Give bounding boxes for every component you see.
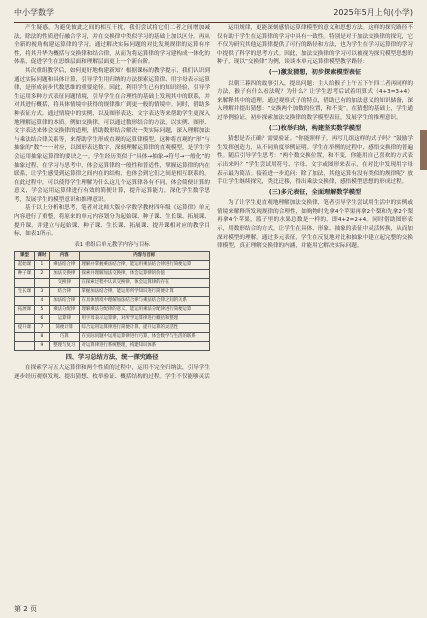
table-cell: 简便计算 [50, 324, 80, 333]
issue-info: 2025年5月上旬(小学) [333, 7, 413, 17]
table-cell [15, 315, 35, 324]
table-row [15, 315, 210, 324]
subsection-heading: (二)枚举归纳，构建坚实数学模型 [268, 124, 362, 132]
paragraph: 猜想是否正确？需要验证。“你能照样子，再写几组这样的式子吗？”鼓励学生发挥创造力，从不同角度举例证明。学生在举例的过程中，感悟交换律的普遍性。随后引导学生思考：“两个数交换位置，和不变，你能用自己喜欢的方式表示出来吗？”学生尝试用符号、字母、文字或图形来表示，在对比中发现用字母表示最为简洁。接着进一步追问：除了加法，其他运算有没有类似的规律呢？放手让学生继续探究，类比迁移，得出乘法交换律，感悟模型思想的形成过程。 [217, 136, 413, 186]
right-column [217, 24, 413, 598]
table-cell: 交换律 [50, 279, 80, 288]
table-cell: 掌握加法结合律，能运用所学知识进行简便计算 [79, 288, 209, 297]
table-caption: 表1 重组后单元教学内容与目标 [74, 241, 150, 248]
table-header-cell: 课时 [34, 252, 49, 261]
paragraph: 在探索学习五大运算律和两个性质的过程中，运用不完全归纳法，引导学生逐步经历观察发现、提出猜想、枚举验证、概括结构的过程。学生不仅能够灵活 [14, 365, 210, 381]
table-cell: 用字母表示运算律，对所学运算律进行概括和整理 [79, 315, 209, 324]
section-heading: 四、学习总结方法，统一探究路径 [65, 354, 159, 362]
table-cell: 8 [34, 333, 49, 342]
table-cell: 起始课 [15, 261, 35, 270]
table-cell: 2 [34, 270, 49, 279]
table-cell: 7 [34, 324, 49, 333]
table-row [15, 297, 210, 306]
subsection-heading: (三)多元表征，全面理解数学模型 [268, 188, 362, 196]
table-cell: 加法交换律 [50, 270, 80, 279]
table-cell: 乘法分配律 [50, 306, 80, 315]
table-cell: 加法结合律 [50, 297, 80, 306]
table-cell: 探索并理解加法交换律，体会运算律的价值 [79, 270, 209, 279]
table-cell: 生长课 [15, 288, 35, 297]
paragraph: 运用规律，更能深刻感悟运算律模型的意义和思想方法。这样的探究路径不仅有助于学生在运算律的学习中具有一致性。特别是对于加法交换律的探究，它不仅为研究其他运算律提供了可行的路径和方法，也为学生在学习运算律的学习中提供了科学的思考方式。因此，加法交换律的学习可以被视为探究模型思想的种子，现以“交换律”为例，谈谈本单元运算律模型教学路径： [217, 25, 413, 66]
table-cell: 种子课 [15, 270, 35, 279]
table-cell [15, 279, 35, 288]
table-cell: 拓展课 [15, 306, 35, 315]
table-row [15, 288, 210, 297]
margin-tab [420, 130, 427, 170]
table-cell: 理解乘法分配律的意义，能运用乘法分配律进行简便运算 [79, 306, 209, 315]
table-cell: 对运算律进行系统整理，构建知识体系 [79, 342, 209, 351]
table-row [15, 324, 210, 333]
table-cell: 4 [34, 297, 49, 306]
table-cell: 5 [34, 306, 49, 315]
table-cell: 在探索过程中认识交换律，体会运算律的存在 [79, 279, 209, 288]
table-cell: 乘法结合律 [50, 261, 80, 270]
table-cell: 在具体情境中理解加法结合律与乘法结合律之间的关系 [79, 297, 209, 306]
table-cell: 提升课 [15, 324, 35, 333]
table-header-cell: 内容 [50, 252, 80, 261]
table-cell: 结合律 [50, 288, 80, 297]
table-cell [15, 297, 35, 306]
table-row [15, 342, 210, 351]
table-cell: 9 [34, 342, 49, 351]
table-cell: 巧算 [50, 333, 80, 342]
left-column [14, 24, 210, 598]
paragraph: 其次重组教学后，如何更好地构建新知？根据课标的教学提示，我们认识到通过实际问题和具体计算，引导学生用归纳的方法探索运算律、用字母表示运算律，是形成初步代数思维的重要途径。因此，利用学生已有的知识经验，引导学生运用多种方式表征问题情境，引导学生在合理性的基础上发现其中的联系，并对其进行概括，将具体情境中获得的规律推广到更一般的情境中。同时，借助多种表征方式，通过情境中的实例，以及图形表达、文字表达等来帮助学生更深入地理解运算律的本质。例如交换律，可以通过数形结合的方法，以实例、图形、文字表达来体会交换律的道理，借助数形结合解决一类实际问题，深入理解加法与乘法结合律关系等，来帮助学生形成直观的运算律模型。这种将直观的“形”与抽象的“数”一一对应，以图形表达数字，深刻理解运算律的直观模型，是学生学会运用抽象运算律的要诀之一。学生经历类似于“具体→抽象→符号→一般化”的抽象过程，在学习与思考中，体会运算律的一般性和普适性，掌握运算律的内在联系，让学生感受到运算律之间内在的结构，也体会到它们之间是相互联系的。在此过程中，可以使得学生理解为什么这几个运算律各有不同，体会简便计算的意义，学会运用运算律进行有效的简便计算，提升运算能力，深化学生数学思考，发展学生的模型意识和推理意识。 [14, 67, 210, 203]
table-header-cell: 内容与目标 [79, 252, 209, 261]
paragraph: 产生疑惑，为避免彼此之间的相互干扰，我们尝试将它们二者之间增加减法，除法的性质进行融合学习，并在交换律中类似学习的基础上加以区分。再从全新的视角构建运算律的学习，通过解决实际问题的对比发现规律的运算有序性，将其升华为概括与交换律和结合律，从而为将运算律的学习建构成一体化的体系，促进学生在思维层面和理解层面更上一个新台阶。 [14, 25, 210, 66]
table-cell: 综合运用运算律进行简便计算，提升运算的灵活性 [79, 324, 209, 333]
page-header [14, 4, 413, 23]
paragraph: 基于以上分析和思考，笔者对北师大版小学数学教材四年级《运算律》单元内容进行了重整，将原来的单元内容划分为起始课、种子课、生长课、拓展课、提升课，并建立与起始课、种子课、生长课、拓展课、提升课相对应的教学目标，如表1所示。 [14, 205, 210, 238]
table-cell: 6 [34, 315, 49, 324]
table-row [15, 279, 210, 288]
table-header-cell: 课型 [15, 252, 35, 261]
table-header-row [15, 252, 210, 261]
unit-content-table [14, 251, 210, 351]
paragraph: 为了让学生更直观地理解加法交换律，笔者引导学生尝试用生活中的实例或情境来解释所发现规律的合理性，如购物时先拿4个苹果再拿2个梨和先拿2个梨再拿4个苹果，篮子里的水果总数是一样的，即4+2=2+4。同时借助图形表示，用数形结合的方式，让学生在具体、形象、抽象的表征中灵活转换，从而加深对模型的理解。通过多元表征，学生在反复地对比和抽象中建立起完整的交换律模型，真正理解交换律的内涵，并能用它解决实际问题。 [217, 200, 413, 250]
table-row [15, 270, 210, 279]
table-cell: 3 [34, 288, 49, 297]
table-cell: 理解并掌握乘法结合律，能运用乘法结合律进行简便运算 [79, 261, 209, 270]
table-row [15, 306, 210, 315]
page-number: 第 2 页 [14, 605, 37, 613]
table-cell: 运算律 [50, 315, 80, 324]
table-cell [15, 342, 35, 351]
table-cell: 在实际问题中运用运算律进行巧算，体会数学与生活的联系 [79, 333, 209, 342]
table-row [15, 261, 210, 270]
table-cell: 1 [34, 261, 49, 270]
table-row [15, 333, 210, 342]
table-cell [15, 333, 35, 342]
table-cell [34, 279, 49, 288]
table-body [15, 261, 210, 351]
subsection-heading: (一)激发猜想，初步探索模型表征 [268, 68, 362, 76]
journal-name: 中小学数学 [14, 7, 54, 17]
table-cell: 整理与复习 [50, 342, 80, 351]
paragraph: 以朝三暮四的故事引入，提出问题：主人给猴子上午五下午四二者再同样的方法，猴子有什么看法呢？为什么？让学生思考后试着用算式（4+3=3+4）来解释其中的道理。通过观察式子的特点，借助已有的加法意义的知识储备，深入理解并提出猜想：“交换两个加数的位置，和不变”。在猜想的基础上，学生通过举例验证，初步探索加法交换律的数学模型表征，发展学生的推理意识。 [217, 80, 413, 121]
